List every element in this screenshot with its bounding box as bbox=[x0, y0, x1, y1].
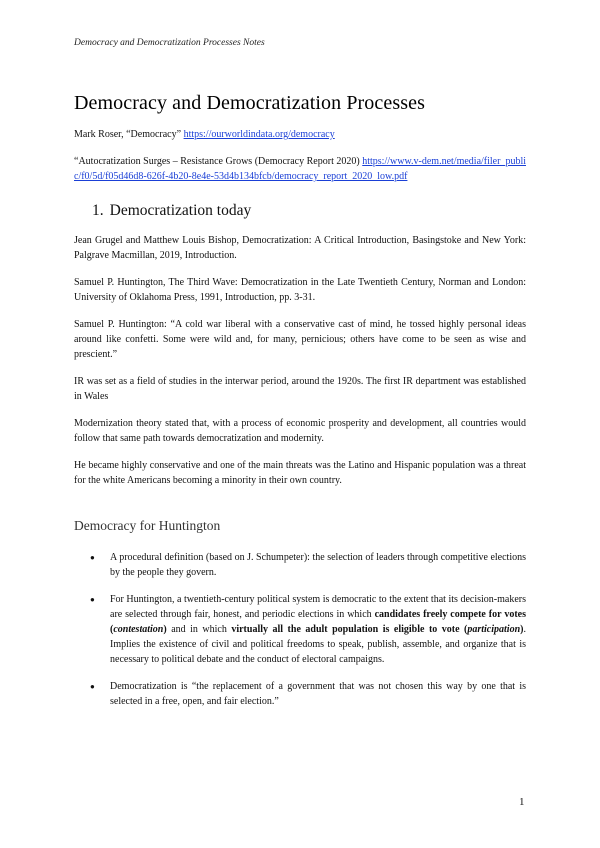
reference-vdem bbox=[74, 154, 526, 184]
paragraph-ir-field: IR was set as a field of studies in the interwar period, around the 1920s. The first IR department was established in Wales bbox=[74, 376, 526, 402]
list-item bbox=[90, 550, 526, 580]
text-run: and in which bbox=[166, 624, 232, 635]
subsection-heading-democracy-for-huntington: Democracy for Huntington bbox=[74, 518, 221, 533]
paragraph-grugel: Jean Grugel and Matthew Louis Bishop, Democratization: A Critical Introduction, Basingstoke and New York: Palgrave Macmillan, 2019, Introduction. bbox=[74, 235, 526, 261]
bullet-icon: ● bbox=[90, 682, 95, 691]
paragraph-huntington-quote: Samuel P. Huntington: “A cold war liberal with a conservative cast of mind, he tossed highly personal ideas around like confetti. Some were wild and, for many, pernicious; others have come to be seen as wise and prescient.” bbox=[74, 319, 526, 360]
paragraph-conservative: He became highly conservative and one of the main threats was the Latino and Hispanic population was a threat for the white Americans becoming a minority in their own country. bbox=[74, 460, 526, 486]
huntington-bullet-list bbox=[74, 550, 526, 709]
section-heading-democratization-today bbox=[92, 202, 526, 220]
page-content bbox=[74, 92, 526, 721]
paragraph-modernization: Modernization theory stated that, with a process of economic prosperity and development, all countries would follow that same path towards democratization and modernity. bbox=[74, 418, 526, 444]
text-run: For Huntington, a twentieth-century political system is democratic to the extent that its decision-makers are selected through fair, honest, and periodic elections in which bbox=[110, 594, 526, 620]
bold-run: candidates freely compete for votes ( bbox=[110, 609, 526, 635]
list-item bbox=[90, 679, 526, 709]
section-number: 1. bbox=[92, 202, 104, 219]
running-header: Democracy and Democratization Processes Notes bbox=[74, 38, 265, 48]
vdem-link[interactable]: https://www.v-dem.net/media/filer_public/f0/5d/f05d46d8-626f-4b20-8e4e-53d4b134bfcb/democracy_report_2020_low.pdf bbox=[74, 156, 526, 182]
document-title: Democracy and Democratization Processes bbox=[74, 92, 425, 114]
paragraph-huntington-third-wave: Samuel P. Huntington, The Third Wave: Democratization in the Late Twentieth Century, Norman and London: University of Oklahoma Press, 1991, Introduction, pp. 3-31. bbox=[74, 277, 526, 303]
list-item-text: Democratization is “the replacement of a government that was not chosen this way by one that is selected in a free, open, and fair election.” bbox=[110, 681, 526, 707]
section-title: Democratization today bbox=[109, 202, 252, 219]
reference-vdem-text: “Autocratization Surges – Resistance Grows (Democracy Report 2020) bbox=[74, 156, 363, 167]
page-number: 1 bbox=[519, 796, 525, 808]
bold-run: ) bbox=[520, 624, 524, 635]
bold-run: ) bbox=[163, 624, 167, 635]
bold-run: virtually all the adult population is eligible to vote ( bbox=[231, 624, 468, 635]
reference-roser-text: Mark Roser, “Democracy” bbox=[74, 129, 184, 140]
list-item bbox=[90, 592, 526, 667]
list-item-text bbox=[110, 594, 526, 665]
italic-run: contestation bbox=[113, 624, 164, 635]
bullet-icon: ● bbox=[90, 553, 95, 562]
bullet-icon: ● bbox=[90, 595, 95, 604]
italic-run: participation bbox=[467, 624, 521, 635]
reference-roser bbox=[74, 127, 526, 142]
roser-link[interactable]: https://ourworldindata.org/democracy bbox=[183, 129, 335, 140]
list-item-text: A procedural definition (based on J. Schumpeter): the selection of leaders through competitive elections by the people they govern. bbox=[110, 552, 526, 578]
text-run: . Implies the existence of civil and political freedoms to speak, publish, assemble, and organize that is necessary to political debate and the conduct of electoral campaigns. bbox=[110, 624, 526, 665]
